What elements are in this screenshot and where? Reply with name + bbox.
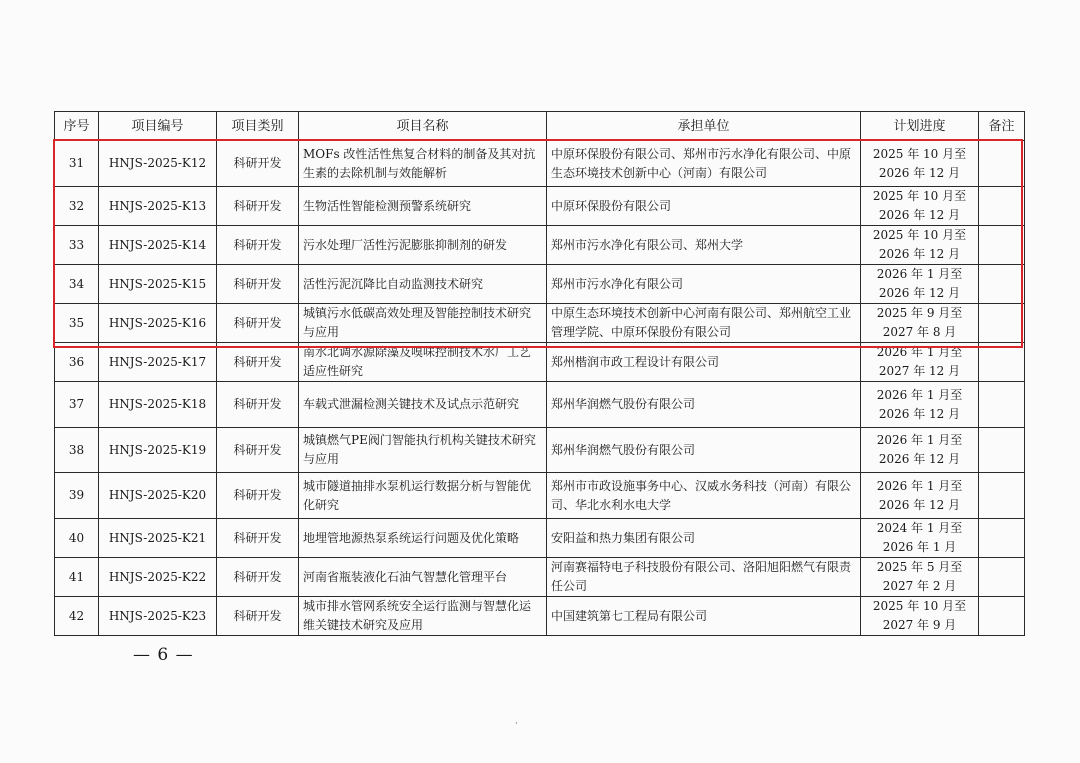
row-progress-cell: 2026 年 1 月至 2026 年 12 月 [861,265,979,304]
table-row [55,382,1025,428]
row-no-cell: 42 [55,597,99,636]
row-code-cell: HNJS-2025-K19 [99,428,217,473]
header-cell-progress: 计划进度 [861,112,979,141]
row-no-cell: 32 [55,187,99,226]
row-code-cell: HNJS-2025-K22 [99,558,217,597]
row-no-cell: 35 [55,304,99,343]
row-unit-cell: 郑州市市政设施事务中心、汉威水务科技（河南）有限公司、华北水利水电大学 [547,473,861,519]
row-unit-cell: 郑州市污水净化有限公司、郑州大学 [547,226,861,265]
table-row [55,558,1025,597]
header-cell-remark: 备注 [979,112,1025,141]
row-category-cell: 科研开发 [217,141,299,187]
row-unit-cell: 河南赛福特电子科技股份有限公司、洛阳旭阳燃气有限责任公司 [547,558,861,597]
row-progress-cell: 2025 年 10 月至 2027 年 9 月 [861,597,979,636]
row-name-cell: 车载式泄漏检测关键技术及试点示范研究 [299,382,547,428]
row-name-cell: 生物活性智能检测预警系统研究 [299,187,547,226]
row-unit-cell: 郑州市污水净化有限公司 [547,265,861,304]
row-category-cell: 科研开发 [217,473,299,519]
page-number: — 6 — [133,645,194,665]
row-category-cell: 科研开发 [217,382,299,428]
row-no-cell: 34 [55,265,99,304]
row-remark-cell [979,558,1025,597]
row-name-cell: 污水处理厂活性污泥膨胀抑制剂的研发 [299,226,547,265]
row-no-cell: 41 [55,558,99,597]
row-name-cell: 城镇污水低碳高效处理及智能控制技术研究与应用 [299,304,547,343]
header-cell-unit: 承担单位 [547,112,861,141]
row-unit-cell: 中原环保股份有限公司 [547,187,861,226]
row-remark-cell [979,473,1025,519]
table-row [55,226,1025,265]
row-remark-cell [979,304,1025,343]
footer-mark: · [515,719,518,729]
row-no-cell: 33 [55,226,99,265]
row-remark-cell [979,265,1025,304]
row-unit-cell: 郑州华润燃气股份有限公司 [547,382,861,428]
row-name-cell: 活性污泥沉降比自动监测技术研究 [299,265,547,304]
table-row [55,141,1025,187]
row-progress-cell: 2026 年 1 月至 2026 年 12 月 [861,473,979,519]
table-row [55,473,1025,519]
row-category-cell: 科研开发 [217,519,299,558]
table-row [55,519,1025,558]
row-remark-cell [979,141,1025,187]
row-progress-cell: 2024 年 1 月至 2026 年 1 月 [861,519,979,558]
row-progress-cell: 2025 年 10 月至 2026 年 12 月 [861,226,979,265]
header-cell-name: 项目名称 [299,112,547,141]
row-code-cell: HNJS-2025-K17 [99,343,217,382]
row-unit-cell: 安阳益和热力集团有限公司 [547,519,861,558]
row-unit-cell: 中原环保股份有限公司、郑州市污水净化有限公司、中原生态环境技术创新中心（河南）有限公司 [547,141,861,187]
row-remark-cell [979,428,1025,473]
table-row [55,304,1025,343]
row-progress-cell: 2025 年 10 月至 2026 年 12 月 [861,187,979,226]
row-no-cell: 38 [55,428,99,473]
row-code-cell: HNJS-2025-K21 [99,519,217,558]
project-table [54,111,1025,636]
header-cell-no: 序号 [55,112,99,141]
table-row [55,343,1025,382]
row-no-cell: 39 [55,473,99,519]
row-progress-cell: 2026 年 1 月至 2026 年 12 月 [861,382,979,428]
row-name-cell: 河南省瓶装液化石油气智慧化管理平台 [299,558,547,597]
table-row [55,597,1025,636]
row-category-cell: 科研开发 [217,187,299,226]
row-category-cell: 科研开发 [217,558,299,597]
table-body [55,141,1025,636]
row-no-cell: 36 [55,343,99,382]
row-remark-cell [979,519,1025,558]
row-unit-cell: 郑州华润燃气股份有限公司 [547,428,861,473]
row-remark-cell [979,382,1025,428]
row-code-cell: HNJS-2025-K15 [99,265,217,304]
row-remark-cell [979,187,1025,226]
row-unit-cell: 中国建筑第七工程局有限公司 [547,597,861,636]
header-cell-category: 项目类别 [217,112,299,141]
row-code-cell: HNJS-2025-K20 [99,473,217,519]
row-category-cell: 科研开发 [217,343,299,382]
row-code-cell: HNJS-2025-K12 [99,141,217,187]
table-header-row [55,112,1025,141]
row-category-cell: 科研开发 [217,597,299,636]
row-progress-cell: 2026 年 1 月至 2026 年 12 月 [861,428,979,473]
row-code-cell: HNJS-2025-K23 [99,597,217,636]
table-row [55,265,1025,304]
row-progress-cell: 2026 年 1 月至 2027 年 12 月 [861,343,979,382]
table-row [55,428,1025,473]
row-name-cell: MOFs 改性活性焦复合材料的制备及其对抗生素的去除机制与效能解析 [299,141,547,187]
row-progress-cell: 2025 年 10 月至 2026 年 12 月 [861,141,979,187]
row-code-cell: HNJS-2025-K13 [99,187,217,226]
row-name-cell: 城镇燃气PE阀门智能执行机构关键技术研究与应用 [299,428,547,473]
row-code-cell: HNJS-2025-K18 [99,382,217,428]
row-category-cell: 科研开发 [217,226,299,265]
row-category-cell: 科研开发 [217,428,299,473]
row-progress-cell: 2025 年 9 月至 2027 年 8 月 [861,304,979,343]
row-category-cell: 科研开发 [217,304,299,343]
row-name-cell: 城市隧道抽排水泵机运行数据分析与智能优化研究 [299,473,547,519]
row-name-cell: 城市排水管网系统安全运行监测与智慧化运维关键技术研究及应用 [299,597,547,636]
row-code-cell: HNJS-2025-K16 [99,304,217,343]
table-row [55,187,1025,226]
row-name-cell: 南水北调水源除藻及嗅味控制技术水厂工艺适应性研究 [299,343,547,382]
row-unit-cell: 中原生态环境技术创新中心河南有限公司、郑州航空工业管理学院、中原环保股份有限公司 [547,304,861,343]
row-code-cell: HNJS-2025-K14 [99,226,217,265]
row-category-cell: 科研开发 [217,265,299,304]
row-remark-cell [979,597,1025,636]
row-progress-cell: 2025 年 5 月至 2027 年 2 月 [861,558,979,597]
header-cell-code: 项目编号 [99,112,217,141]
row-no-cell: 31 [55,141,99,187]
row-name-cell: 地埋管地源热泵系统运行问题及优化策略 [299,519,547,558]
row-remark-cell [979,343,1025,382]
row-no-cell: 40 [55,519,99,558]
row-no-cell: 37 [55,382,99,428]
row-unit-cell: 郑州楷润市政工程设计有限公司 [547,343,861,382]
row-remark-cell [979,226,1025,265]
